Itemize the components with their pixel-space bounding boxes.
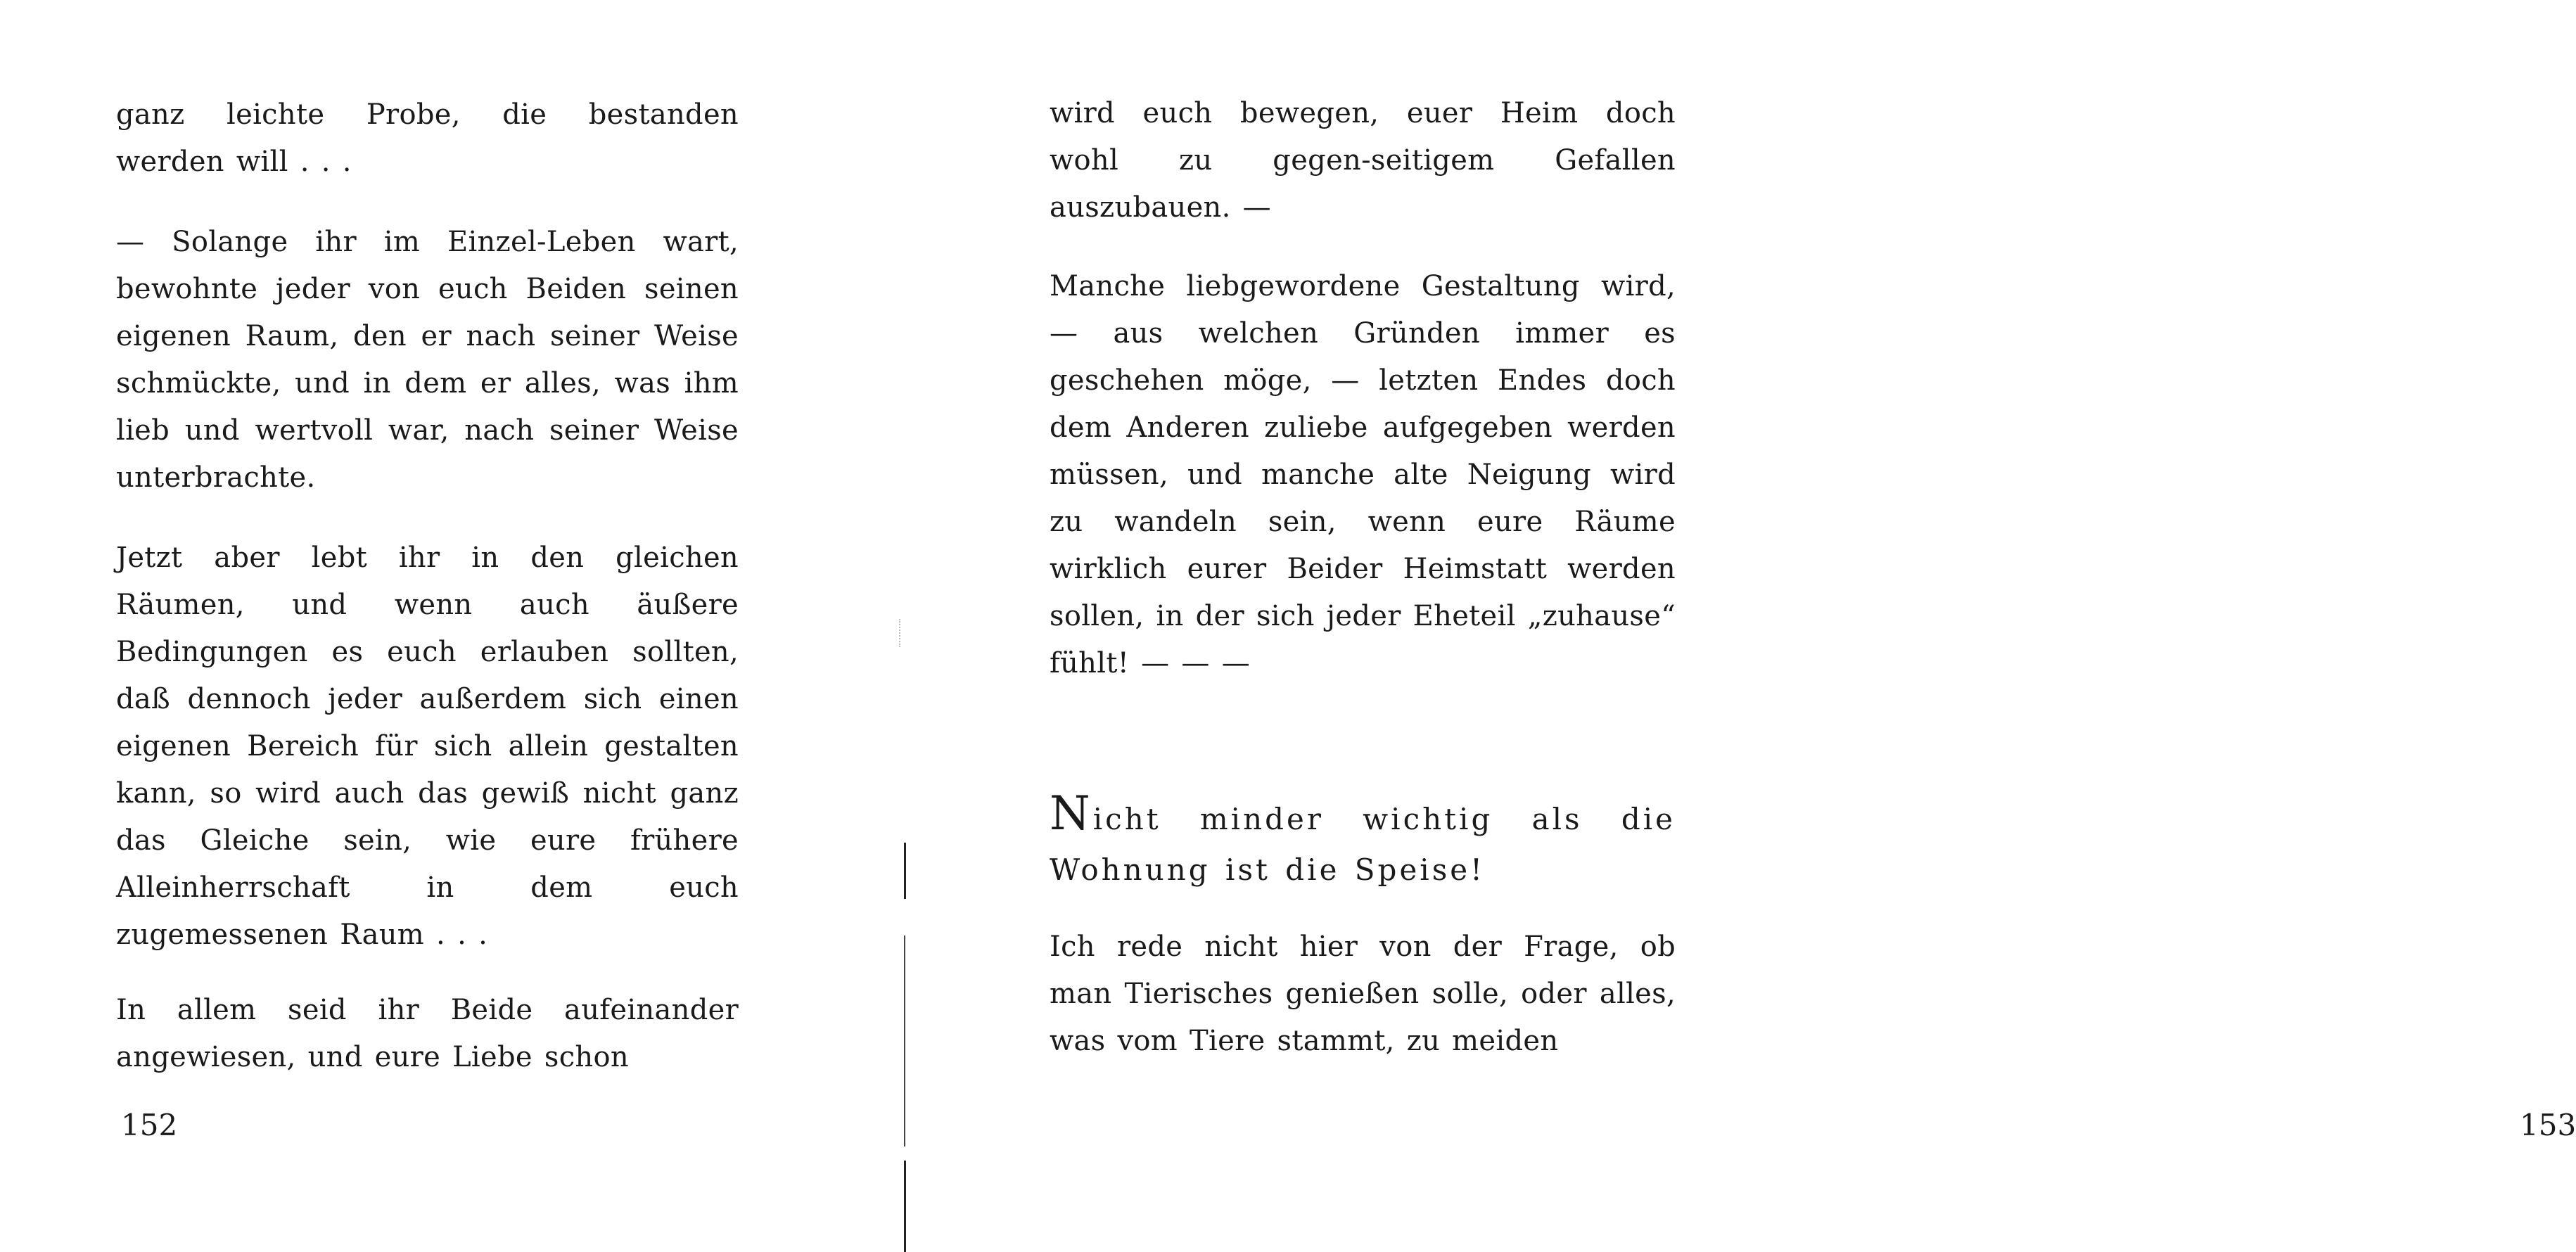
drop-cap: N [1050,786,1093,841]
right-paragraph-3: Ich rede nicht hier von der Frage, ob man Tierisches genießen solle, oder alles, was vom Tiere stammt, zu meiden [1050,931,1676,1057]
gutter-line-middle [904,935,905,1146]
left-paragraph-4: In allem seid ihr Beide aufeinander angewiesen, und eure Liebe schon [116,994,739,1073]
right-paragraph-2: Manche liebgewordene Gestaltung wird, — aus welchen Gründen immer es geschehen möge, — letzten Endes doch dem Anderen zuliebe aufgegeben werden müssen, und manche alte Neigung wird zu wandeln sein, wenn eure Räume wirklich eurer Beider Heimstatt werden sollen, in der sich jeder Eheteil „zuhause“ fühlt! — — — [1050,270,1676,679]
gutter-mark [899,619,902,647]
page-number-left: 152 [121,1108,178,1142]
gutter-line-upper [904,843,906,899]
right-page-text [1050,90,1676,1065]
section-opening [1050,786,1676,895]
section-opening-text: icht minder wichtig als die Wohnung ist die Speise! [1050,802,1676,887]
left-page-text [116,91,739,1081]
left-paragraph-1: ganz leichte Probe, die bestanden werden will . . . [116,98,739,178]
left-paragraph-3: Jetzt aber lebt ihr in den gleichen Räumen, und wenn auch äußere Bedingungen es euch erlauben sollten, daß dennoch jeder außerdem sich einen eigenen Bereich für sich allein gestalten kann, so wird auch das gewiß nicht ganz das Gleiche sein, wie eure frühere Alleinherrschaft in dem euch zugemessenen Raum . . . [116,542,739,951]
right-paragraph-1: wird euch bewegen, euer Heim doch wohl zu gegen-seitigem Gefallen auszubauen. — [1050,97,1676,224]
right-page [893,0,2576,1252]
left-paragraph-2: — Solange ihr im Einzel-Leben wart, bewohnte jeder von euch Beiden seinen eigenen Raum, den er nach seiner Weise schmückte, und in dem er alles, was ihm lieb und wertvoll war, nach seiner Weise unterbrachte. [116,226,739,494]
page-number-right: 153 [2520,1108,2576,1142]
gutter-line-lower [904,1161,906,1252]
left-page [0,0,893,1252]
